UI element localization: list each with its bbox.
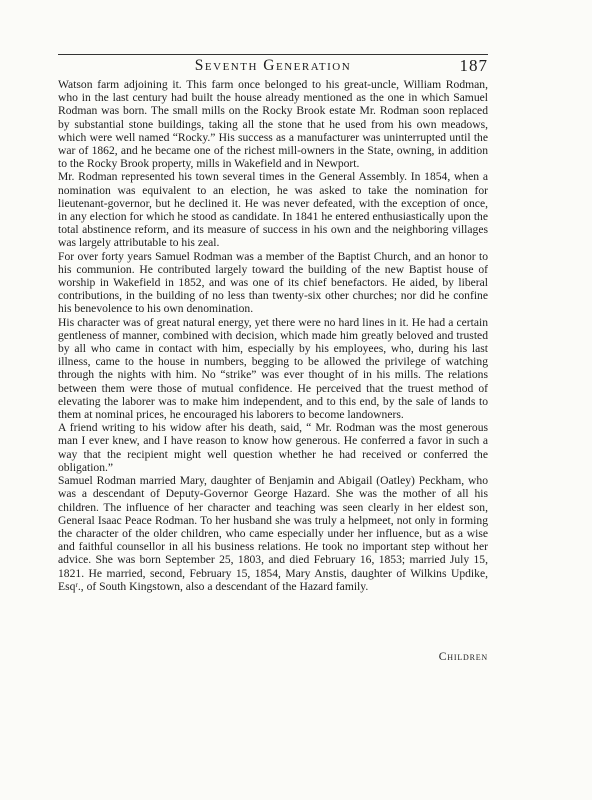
header-rule	[58, 54, 488, 55]
paragraph-baptist-church: For over forty years Samuel Rodman was a member of the Baptist Church, and an honor to his communion. He contributed largely toward the building of the new Baptist house of worship in Wakefield in 1852, and was one of its chief benefactors. He aided, by liberal contributions, in the building of no less than twenty-six other churches; nor did he confine his benevolence to his own denomination.	[58, 249, 488, 316]
paragraph-character: His character was of great natural energy, yet there were no hard lines in it. He had a certain gentleness of manner, combined with decision, which made him greatly beloved and trusted by all who came in contact with him, especially by his employees, who, during his last illness, came to the house in numbers, begging to be allowed the privilege of watching through the nights with him. No “strike” was ever thought of in his mills. The relations between them were those of mutual confidence. He perceived that the truest method of elevating the laborer was to make him independent, and to this end, by the sale of lands to them at nominal prices, he encouraged his laborers to become landowners.	[58, 315, 488, 422]
body-text	[58, 78, 488, 593]
paragraph-marriage: Samuel Rodman married Mary, daughter of Benjamin and Abigail (Oatley) Peckham, who was a descendant of Deputy-Governor George Hazard. She was the mother of all his children. The influence of her character and teaching was seen clearly in her eldest son, General Isaac Peace Rodman. To her husband she was truly a helpmeet, not only in forming the character of the older children, who came especially under her influence, but as a wise and faithful counsellor in all his business relations. He took no important step without her advice. She was born September 25, 1803, and died February 16, 1853; married July 15, 1821. He married, second, February 15, 1854, Mary Anstis, daughter of Wilkins Updike, Esqʳ., of South Kingstown, also a descendant of the Hazard family.	[58, 474, 488, 593]
running-title: Seventh Generation	[194, 57, 352, 74]
paragraph-general-assembly: Mr. Rodman represented his town several times in the General Assembly. In 1854, when a nomination was equivalent to an election, he was asked to take the nomination for lieutenant-governor, but he declined it. He was never defeated, with the exception of once, in any election for which he stood as candidate. In 1841 he entered enthusiastically upon the total abstinence reform, and its measure of success in his own and the neighboring villages was largely attributable to his zeal.	[58, 170, 488, 250]
running-head	[58, 57, 488, 77]
paragraph-friend-letter: A friend writing to his widow after his death, said, “ Mr. Rodman was the most generous man I ever knew, and I have reason to know how generous. He conferred a favor in such a way that the recipient might well question whether he had received or conferred the obligation.”	[58, 421, 488, 474]
page-number: 187	[459, 56, 488, 75]
paragraph-rocky-brook: Watson farm adjoining it. This farm once belonged to his great-uncle, William Rodman, who in the last century had built the house already mentioned as the one in which Samuel Rodman was born. The small mills on the Rocky Brook estate Mr. Rodman soon replaced by substantial stone buildings, taking all the stone that he used from his own meadows, which were well named “Rocky.” His success as a manufacturer was uninterrupted until the war of 1862, and he became one of the richest mill-owners in the State, owning, in addition to the Rocky Brook property, mills in Wakefield and in Newport.	[58, 78, 488, 171]
catchword: Children	[438, 650, 488, 663]
